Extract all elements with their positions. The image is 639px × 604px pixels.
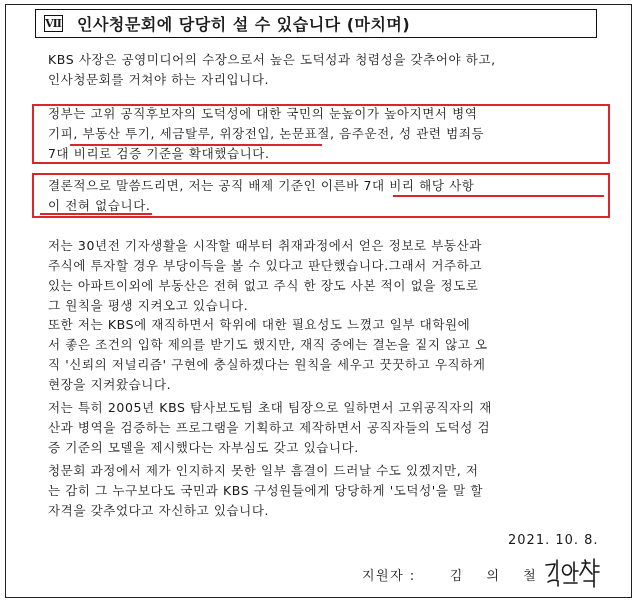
paragraph-5 bbox=[48, 315, 608, 395]
paragraph-line: 현장을 지켜왔습니다. bbox=[48, 377, 172, 392]
paragraph-line: 증 기준의 모델을 제시했다는 자부심도 갖고 있습니다. bbox=[48, 440, 359, 455]
signer-name: 김 의 철 bbox=[449, 569, 546, 584]
paragraph-line: 이 전혀 없습니다. bbox=[48, 198, 151, 213]
paragraph-7 bbox=[48, 461, 608, 521]
paragraph-1 bbox=[48, 50, 608, 90]
paragraph-line: 결론적으로 말씀드리면, 저는 공직 배제 기준인 이른바 7대 비리 해당 사항 bbox=[48, 178, 475, 193]
signer-line bbox=[362, 565, 546, 584]
signer-label: 지원자 : bbox=[362, 569, 416, 584]
paragraph-line: 는 감히 그 누구보다도 국민과 KBS 구성원들에게 당당하게 '도덕성'을 말 할 bbox=[48, 483, 483, 498]
document-date: 2021. 10. 8. bbox=[508, 533, 599, 548]
paragraph-line: 청문회 과정에서 제가 인지하지 못한 일부 흠결이 드러날 수도 있겠지만, 저 bbox=[48, 463, 479, 478]
red-underline bbox=[70, 144, 322, 146]
paragraph-4 bbox=[48, 236, 608, 316]
red-underline bbox=[40, 213, 152, 215]
paragraph-line: 직 '신뢰의 저널리즘' 구현에 충실하겠다는 원칙을 세우고 꿋꿋하고 우직하게 bbox=[48, 357, 486, 372]
paragraph-6 bbox=[48, 398, 608, 458]
paragraph-line: KBS 사장은 공영미디어의 수장으로서 높은 도덕성과 청렴성을 갖추어야 하고, bbox=[48, 52, 496, 67]
section-header bbox=[35, 9, 597, 38]
paragraph-line: 인사청문회를 거쳐야 하는 자리입니다. bbox=[48, 72, 270, 87]
handwritten-signature bbox=[544, 557, 602, 589]
paragraph-line: 주식에 투자할 경우 부당이득을 볼 수 있다고 판단했습니다.그래서 거주하고 bbox=[48, 258, 483, 273]
paragraph-line: 또한 저는 KBS에 재직하면서 학위에 대한 필요성도 느꼈고 일부 대학원에 bbox=[48, 317, 471, 332]
paragraph-line: 기피, 부동산 투기, 세금탈루, 위장전입, 논문표절, 음주운전, 성 관련 범죄등 bbox=[48, 126, 485, 141]
paragraph-line: 산과 병역을 검증하는 프로그램을 기획하고 제작하면서 공직자들의 도덕성 검 bbox=[48, 420, 491, 435]
paragraph-line: 있는 아파트이외에 부동산은 전혀 없고 주식 한 장도 사본 적이 없을 정도로 bbox=[48, 278, 479, 293]
paragraph-line: 정부는 고위 공직후보자의 도덕성에 대한 국민의 눈높이가 높아지면서 병역 bbox=[48, 106, 478, 121]
section-number: Ⅶ bbox=[45, 17, 62, 30]
section-title: 인사청문회에 당당히 설 수 있습니다 (마치며) bbox=[77, 15, 411, 34]
paragraph-line: 그 원칙을 평생 지켜오고 있습니다. bbox=[48, 298, 249, 313]
paragraph-line: 저는 특히 2005년 KBS 탐사보도팀 초대 팀장으로 일하면서 고위공직자의 재 bbox=[48, 400, 492, 415]
paragraph-line: 저는 30년전 기자생활을 시작할 때부터 취재과정에서 얻은 정보로 부동산과 bbox=[48, 238, 482, 253]
paragraph-line: 자격을 갖추었다고 자신하고 있습니다. bbox=[48, 503, 270, 518]
red-underline bbox=[393, 195, 604, 197]
paragraph-line: 7대 비리로 검증 기준을 확대했습니다. bbox=[48, 146, 270, 161]
paragraph-line: 서 좋은 조건의 입학 제의를 받기도 했지만, 재직 중에는 결논을 짙지 않고 오 bbox=[48, 337, 488, 352]
paragraph-2 bbox=[48, 104, 608, 164]
